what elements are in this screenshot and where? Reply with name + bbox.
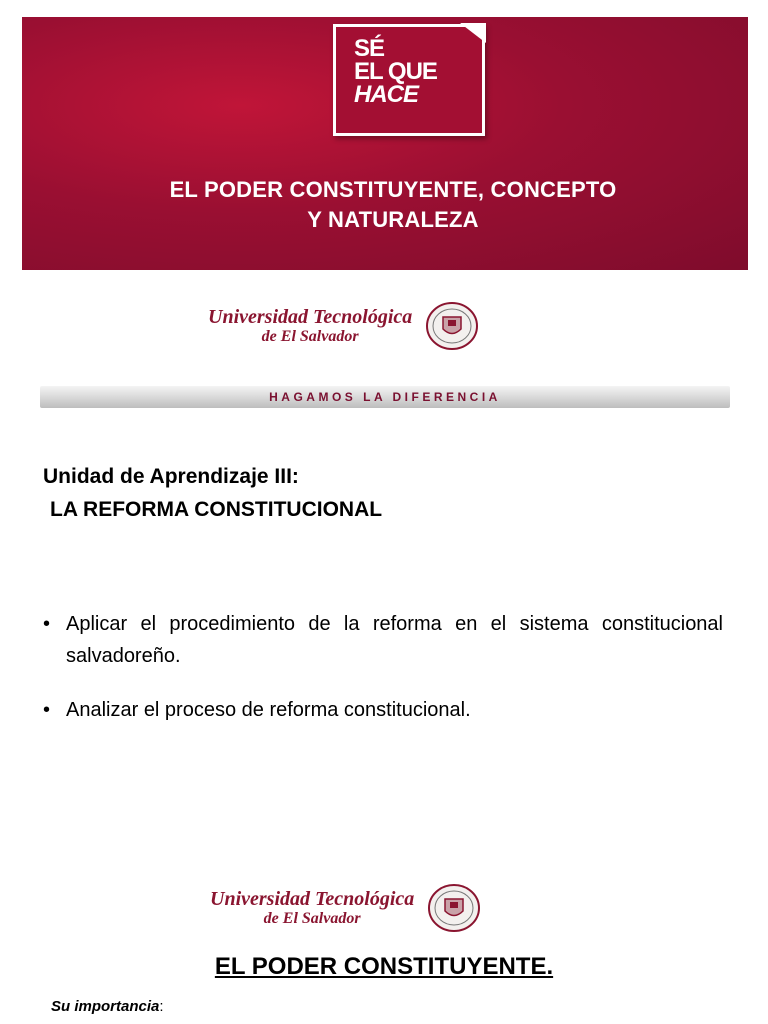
objective-text: Aplicar el procedimiento de la reforma en el sistema constitucional salvadoreño.	[66, 613, 723, 667]
importance-text: Su importancia	[51, 998, 160, 1015]
badge-corner-fold	[460, 23, 486, 43]
unit-title: LA REFORMA CONSTITUCIONAL	[50, 498, 383, 521]
title-line-1: EL PODER CONSTITUYENTE, CONCEPTO	[169, 177, 617, 202]
badge-line-2: EL QUE	[354, 58, 437, 85]
title-line-2: Y NATURALEZA	[307, 207, 479, 232]
presentation-title	[22, 175, 764, 235]
tagline-text: HAGAMOS LA DIFERENCIA	[269, 390, 501, 404]
section-heading: EL PODER CONSTITUYENTE.	[214, 953, 554, 980]
list-item	[43, 608, 723, 672]
importance-colon: :	[159, 998, 164, 1015]
se-el-que-hace-badge	[333, 24, 485, 136]
university-name	[208, 307, 412, 345]
tagline-bar	[40, 386, 730, 408]
university-seal-icon	[428, 884, 480, 932]
importance-label	[51, 998, 164, 1015]
title-banner	[22, 17, 748, 270]
bullet-icon: •	[43, 699, 51, 721]
bullet-icon: •	[43, 613, 51, 635]
unit-label: Unidad de Aprendizaje III:	[43, 465, 299, 488]
university-name-line-2: de El Salvador	[261, 328, 359, 345]
badge-text	[354, 37, 437, 106]
university-name-line-2: de El Salvador	[263, 910, 361, 927]
objectives-list	[43, 608, 723, 748]
university-logo	[208, 302, 478, 350]
badge-line-3: HACE	[354, 81, 419, 108]
list-item	[43, 694, 723, 726]
university-name-line-1: Universidad Tecnológica	[208, 306, 413, 328]
objective-text: Analizar el proceso de reforma constitucional.	[66, 699, 471, 721]
university-seal-icon	[426, 302, 478, 350]
university-logo-bottom	[210, 884, 480, 932]
university-name	[210, 889, 414, 927]
badge-line-1: SÉ	[354, 35, 385, 62]
unit-heading	[43, 460, 382, 526]
university-name-line-1: Universidad Tecnológica	[210, 888, 415, 910]
